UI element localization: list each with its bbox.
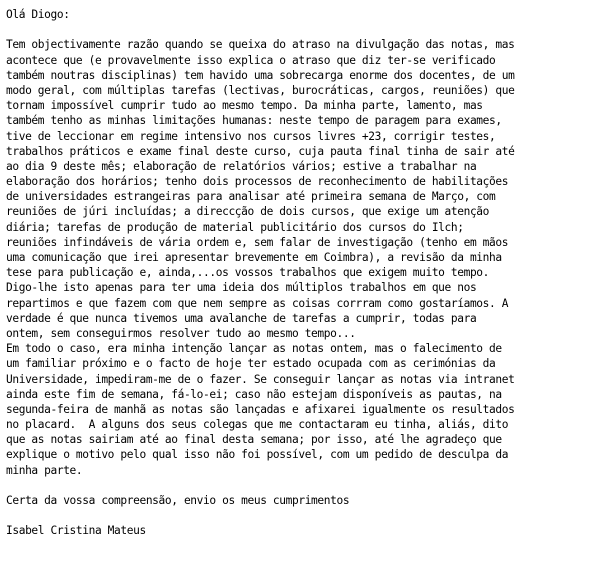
paragraph-line: Digo-lhe isto apenas para ter uma ideia dos múltiplos trabalhos em que nos: [6, 281, 477, 295]
paragraph-line: Em todo o caso, era minha intenção lançar as notas ontem, mas o falecimento de: [6, 342, 502, 356]
paragraph-line: reuniões infindáveis de vária ordem e, sem falar de investigação (tenho em mãos: [6, 235, 509, 249]
paragraph-line: que as notas sairiam até ao final desta semana; por isso, até lhe agradeço que: [6, 433, 502, 447]
paragraph-line: também tenho as minhas limitações humanas: neste tempo de paragem para exames,: [6, 114, 502, 128]
paragraph-line: reuniões de júri incluídas; a direccção de dois cursos, que exige um atenção: [6, 205, 490, 219]
paragraph-line: ao dia 9 deste mês; elaboração de relatórios vários; estive a trabalhar na: [6, 159, 477, 173]
paragraph-line: segunda-feira de manhã as notas são lançadas e afixarei igualmente os resultados: [6, 402, 515, 416]
email-closing: Certa da vossa compreensão, envio os meus cumprimentos: [6, 494, 350, 507]
blank-line: [6, 478, 594, 493]
paragraph-line: tese para publicação e, ainda,...os vossos trabalhos que exigem muito tempo.: [6, 266, 490, 280]
paragraph-line: elaboração dos horários; tenho dois processos de reconhecimento de habilitações: [6, 175, 509, 189]
email-paragraph: [6, 37, 594, 477]
email-body: [6, 7, 594, 539]
paragraph-line: verdade é que nunca tivemos uma avalanche de tarefas a cumprir, todas para: [6, 311, 477, 325]
paragraph-line: repartimos e que fazem com que nem sempre as coisas corrram como gostaríamos. A: [6, 296, 509, 310]
paragraph-line: tornam impossível cumprir tudo ao mesmo tempo. Da minha parte, lamento, mas: [6, 99, 483, 113]
paragraph-line: uma comunicação que irei apresentar brevemente em Coimbra), a revisão da minha: [6, 251, 502, 264]
paragraph-line: Universidade, impediram-me de o fazer. Se conseguir lançar as notas via intranet: [6, 372, 515, 386]
paragraph-line: acontece que (e provavelmente isso explica o atraso que diz ter-se verificado: [6, 53, 496, 67]
paragraph-line: também noutras disciplinas) tem havido uma sobrecarga enorme dos docentes, de um: [6, 68, 515, 82]
paragraph-line: Tem objectivamente razão quando se queixa do atraso na divulgação das notas, mas: [6, 38, 515, 52]
paragraph-line: no placard. A alguns dos seus colegas que me contactaram eu tinha, aliás, dito: [6, 418, 509, 432]
paragraph-line: ontem, sem conseguirmos resolver tudo ao mesmo tempo...: [6, 326, 356, 340]
paragraph-line: de universidades estrangeiras para analisar até primeira semana de Março, com: [6, 190, 496, 204]
paragraph-line: minha parte.: [6, 463, 83, 477]
paragraph-line: um familiar próximo e o facto de hoje ter estado ocupada com as cerimónias da: [6, 357, 496, 371]
paragraph-line: modo geral, com múltiplas tarefas (lectivas, burocráticas, cargos, reuniões) que: [6, 83, 515, 97]
paragraph-line: ainda este fim de semana, fá-lo-ei; caso não estejam disponíveis as pautas, na: [6, 387, 502, 401]
paragraph-line: explique o motivo pelo qual isso não foi possível, com um pedido de desculpa da: [6, 448, 509, 462]
paragraph-line: tive de leccionar em regime intensivo nos cursos livres +23, corrigir testes,: [6, 129, 496, 143]
email-greeting: Olá Diogo:: [6, 8, 70, 21]
blank-line: [6, 22, 594, 37]
blank-line: [6, 508, 594, 523]
email-signature: Isabel Cristina Mateus: [6, 524, 146, 538]
paragraph-line: diária; tarefas de produção de material publicitário dos cursos do Ilch;: [6, 220, 464, 234]
paragraph-line: trabalhos práticos e exame final deste curso, cuja pauta final tinha de sair até: [6, 144, 515, 158]
